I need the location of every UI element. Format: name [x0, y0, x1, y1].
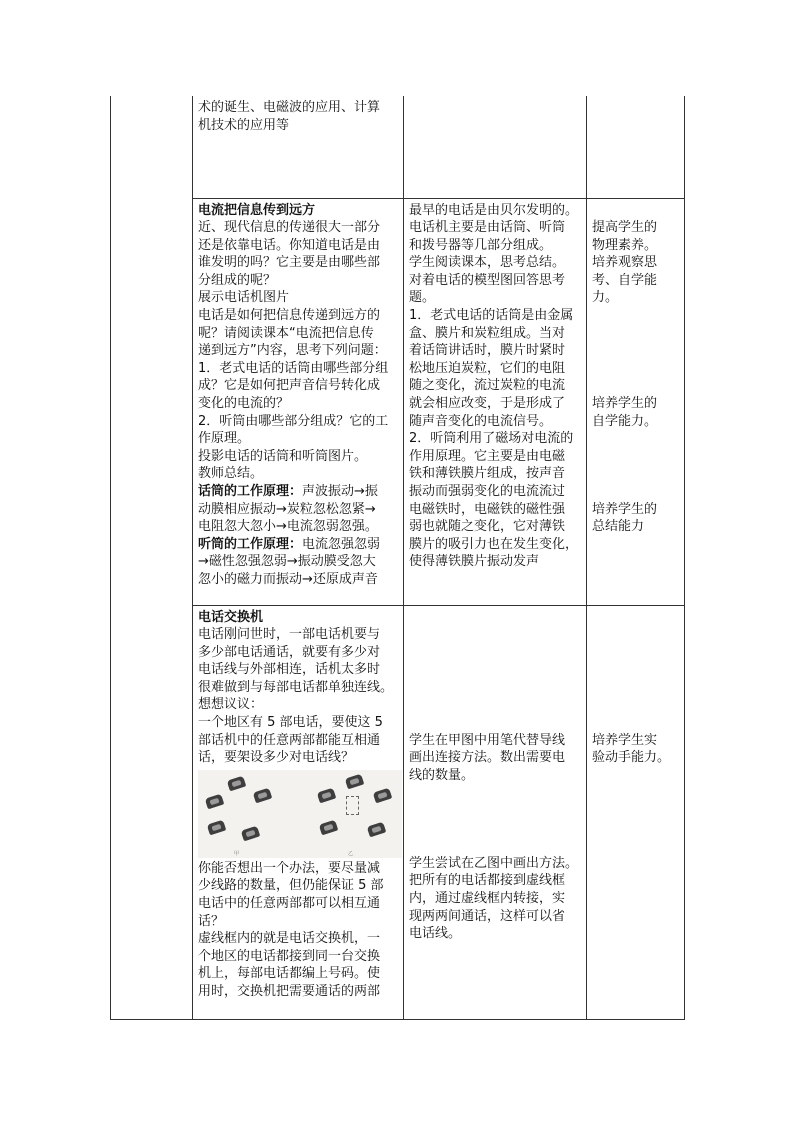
text-line: 部话机中的任意两部都能互相通 [198, 732, 381, 748]
design-intent-cell [587, 605, 685, 1019]
text-line: 教师总结。 [198, 466, 264, 482]
text-line: 作原理。 [198, 431, 251, 447]
text-line: 变化的电流的？ [198, 396, 290, 412]
text-line: 个地区的电话都接到同一台交换 [198, 948, 381, 964]
text-line: 总结能力 [592, 519, 645, 535]
student-activity-cell [404, 96, 587, 198]
design-intent-cell [587, 198, 685, 605]
telephone-icon [319, 819, 339, 835]
telephone-icon [367, 821, 387, 837]
telephone-icon [241, 825, 261, 841]
text-line: 就会相应改变，于是形成了 [409, 396, 566, 412]
spacer [409, 837, 582, 855]
lesson-plan-table [110, 96, 685, 1020]
spacer [592, 483, 680, 501]
text-line: 忽小的磁力而振动→还原成声音 [198, 571, 378, 587]
spacer [409, 644, 582, 662]
text-line: 电话刚问世时，一部电话机要与 [198, 627, 381, 643]
text-line: 振动而强弱变化的电流流过 [409, 484, 566, 499]
text-line: 作用原理。它主要是由电磁 [409, 448, 566, 464]
spacer [409, 802, 582, 820]
text-line: 画出连接方法。数出需要电 [409, 750, 566, 766]
text-line: 呢？请阅读课本“电流把信息传 [198, 325, 374, 341]
spacer [409, 679, 582, 697]
spacer [592, 342, 680, 360]
teacher-activity-cell [193, 605, 404, 1019]
spacer [592, 609, 680, 627]
student-activity-cell [404, 198, 587, 605]
text-line: 近、现代信息的传递很大一部分 [198, 220, 381, 236]
spacer [592, 325, 680, 343]
spacer [409, 626, 582, 644]
spacer [592, 679, 680, 697]
text-line: 想想议议： [198, 697, 264, 713]
text-line: 物理素养。 [592, 237, 658, 253]
text-line: 投影电话的话筒和听筒图片。 [198, 448, 368, 464]
telephone-icon [227, 775, 247, 791]
mic-principle-text: 声波振动→振 [302, 484, 378, 499]
text-line: 你能否想出一个办法，要尽量减 [198, 860, 381, 876]
text-line: 电磁铁时，电磁铁的磁性强 [409, 501, 566, 517]
spacer [592, 661, 680, 679]
figure-label-a: 甲 [234, 850, 240, 857]
telephone-icon [345, 773, 365, 789]
telephone-icon [205, 793, 225, 809]
text-line: 提高学生的 [592, 220, 658, 236]
text-line: 电话机主要是由话筒、听筒 [409, 220, 566, 236]
text-line: 膜片的吸引力也在发生变化， [409, 536, 579, 552]
text-line: 电话线与外部相连，话机太多时 [198, 662, 381, 678]
mic-principle-label: 话筒的工作原理： [198, 484, 303, 499]
text-line: 培养观察思 [592, 255, 658, 271]
text-line: 机技术的应用等 [198, 117, 290, 133]
table-row [111, 198, 685, 605]
section-heading: 电流把信息传到远方 [198, 202, 316, 218]
text-line: 使得薄铁膜片振动发声 [409, 554, 540, 570]
text-line: 弱也就随之变化，它对薄铁 [409, 519, 566, 535]
text-line: 机上，每部电话都编上号码。使 [198, 966, 381, 982]
text-line: 电话线。 [409, 926, 462, 942]
text-line: 展示电话机图片 [198, 290, 290, 306]
text-line: 学生阅读课本，思考总结。 [409, 255, 566, 271]
text-line: 培养学生的 [592, 501, 658, 517]
text-line: 动膜相应振动→炭粒忽松忽紧→ [198, 501, 376, 517]
spacer [409, 609, 582, 627]
spacer [592, 465, 680, 483]
text-line: 电话是如何把信息传递到远方的 [198, 308, 381, 324]
text-line: 最早的电话是由贝尔发明的。 [409, 202, 579, 218]
text-line: 现两两间通话，这样可以省 [409, 908, 566, 924]
text-line: 随声音变化的电流信号。 [409, 413, 553, 429]
text-line: 验动手能力。 [592, 750, 671, 766]
text-line: 很难做到与每部电话都单独连线。 [198, 679, 394, 695]
spacer [409, 784, 582, 802]
text-line: 2．听筒由哪些部分组成？它的工 [198, 413, 389, 429]
spacer [592, 360, 680, 378]
text-line: 对着电话的模型图回答思考 [409, 272, 566, 288]
teacher-activity-cell [193, 198, 404, 605]
spacer [592, 307, 680, 325]
student-activity-cell [404, 605, 587, 1019]
text-line: 盒、膜片和炭粒组成。当对 [409, 325, 566, 341]
telephone-network-figure [198, 770, 402, 858]
spacer [592, 644, 680, 662]
figure-label-b: 乙 [348, 850, 354, 857]
earpiece-principle-label: 听筒的工作原理： [198, 536, 303, 552]
telephone-icon [373, 787, 393, 803]
text-line: 培养学生实 [592, 732, 658, 748]
text-line: →磁性忽强忽弱→振动膜受忽大 [198, 554, 376, 570]
spacer [592, 714, 680, 732]
spacer [409, 714, 582, 732]
text-line: 电阻忽大忽小→电流忽弱忽强。 [198, 519, 378, 535]
spacer [409, 661, 582, 679]
spacer [592, 377, 680, 395]
spacer [592, 202, 680, 220]
text-line: 考、自学能力。 [592, 272, 658, 306]
telephone-icon [207, 819, 227, 835]
text-line: 和拨号器等几部分组成。 [409, 237, 553, 253]
switchboard-dashed-box [346, 796, 359, 815]
mic-principle-line [198, 483, 399, 501]
spacer [409, 696, 582, 714]
text-line: 学生尝试在乙图中画出方法。 [409, 855, 579, 871]
text-line: 随之变化，流过炭粒的电流 [409, 378, 566, 394]
spacer [592, 626, 680, 644]
text-line: 学生在甲图中用笔代替导线 [409, 732, 566, 748]
text-line: 还是依靠电话。你知道电话是由 [198, 237, 381, 253]
section-cell [111, 96, 193, 1019]
text-line: 递到远方”内容，思考下列问题： [198, 343, 387, 359]
text-line: 用时，交换机把需要通话的两部 [198, 984, 381, 999]
text-line: 把所有的电话都接到虚线框 [409, 873, 566, 889]
spacer [592, 448, 680, 466]
spacer [409, 820, 582, 838]
text-line: 2．听筒利用了磁场对电流的 [409, 431, 574, 447]
telephone-icon [253, 787, 273, 803]
text-line: 自学能力。 [592, 413, 658, 429]
text-line: 术的诞生、电磁波的应用、计算 [198, 100, 381, 115]
text-line: 少线路的数量，但仍能保证 5 部 [198, 878, 384, 894]
text-line: 成？它是如何把声音信号转化成 [198, 378, 381, 394]
text-line: 内，通过虚线框内转接，实 [409, 891, 566, 906]
earpiece-principle-text: 电流忽强忽弱 [302, 536, 381, 552]
text-line: 多少部电话通话，就要有多少对 [198, 644, 381, 660]
text-line: 虚线框内的就是电话交换机，一 [198, 931, 381, 947]
telephone-icon [317, 787, 337, 803]
text-line: 铁和薄铁膜片组成，按声音 [409, 466, 566, 482]
teacher-activity-cell [193, 96, 404, 198]
text-line: 分组成的呢？ [198, 272, 277, 288]
text-line: 谁发明的吗？它主要是由哪些部 [198, 255, 381, 271]
text-line: 线的数量。 [409, 767, 475, 783]
text-line: 题。 [409, 290, 436, 306]
text-line: 话？ [198, 913, 225, 929]
text-line: 话，要架设多少对电话线？ [198, 750, 355, 766]
text-line: 松地压迫炭粒，它们的电阻 [409, 360, 566, 376]
table-row [111, 605, 685, 1019]
table-row [111, 96, 685, 198]
text-line: 培养学生的 [592, 396, 658, 412]
text-line: 1．老式电话的话筒是由金属 [409, 308, 574, 324]
section-heading: 电话交换机 [198, 609, 264, 625]
spacer [592, 430, 680, 448]
text-line: 1．老式电话的话筒由哪些部分组 [198, 360, 389, 376]
text-line: 电话中的任意两部都可以相互通 [198, 896, 381, 912]
spacer [592, 696, 680, 714]
earpiece-principle-line [198, 536, 399, 554]
text-line: 一个地区有 5 部电话，要使这 5 [198, 715, 383, 731]
text-line: 着话筒讲话时，膜片时紧时 [409, 343, 566, 359]
design-intent-cell [587, 96, 685, 198]
